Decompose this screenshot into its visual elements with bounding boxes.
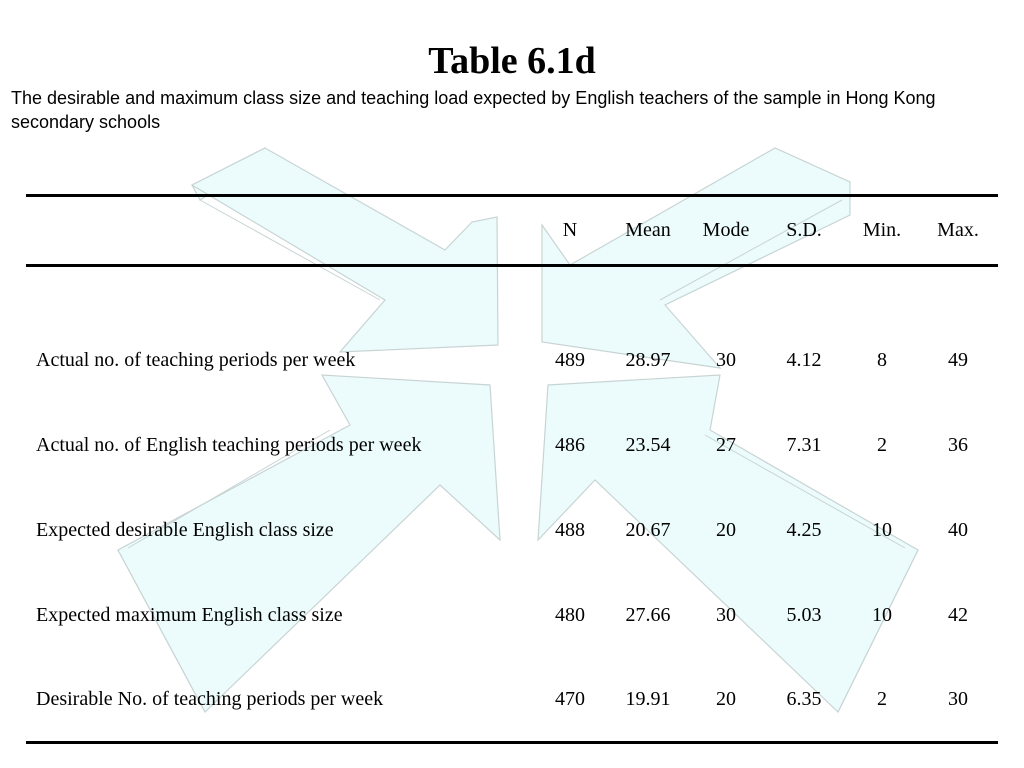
- header-mode: Mode: [690, 196, 762, 266]
- cell-n: 480: [555, 603, 585, 626]
- header-sd: S.D.: [762, 196, 846, 266]
- cell-min: 2: [877, 433, 887, 456]
- cell-mean: 19.91: [606, 658, 690, 743]
- header-n: N: [534, 196, 606, 266]
- cell-min: 8: [877, 349, 887, 372]
- cell-sd: 6.35: [762, 658, 846, 743]
- slide-title: Table 6.1d: [428, 40, 596, 82]
- cell-mean: 23.54: [625, 433, 671, 456]
- cell-max: 36: [948, 433, 968, 456]
- header-label: [26, 196, 534, 266]
- cell-mode: 20: [716, 518, 736, 541]
- cell-mode: 30: [716, 603, 736, 626]
- table-row: [26, 488, 998, 573]
- header-min: Min.: [846, 196, 918, 266]
- cell-max: 42: [948, 603, 968, 626]
- table-row: [26, 403, 998, 488]
- statistics-table: [26, 194, 998, 744]
- table-row: [26, 266, 998, 403]
- cell-min: 10: [872, 603, 892, 626]
- cell-mean: 20.67: [625, 518, 671, 541]
- cell-max: 49: [948, 349, 968, 372]
- cell-mode: 27: [716, 433, 736, 456]
- statistics-table-container: [26, 194, 998, 744]
- cell-n: 486: [555, 433, 585, 456]
- table-row: [26, 573, 998, 658]
- cell-mean: 27.66: [625, 603, 671, 626]
- header-mean: Mean: [606, 196, 690, 266]
- cell-sd: 5.03: [786, 603, 822, 626]
- row-label: Expected desirable English class size: [36, 518, 334, 541]
- header-max: Max.: [918, 196, 998, 266]
- row-label: Actual no. of English teaching periods per week: [36, 433, 422, 456]
- cell-max: 40: [948, 518, 968, 541]
- cell-min: 2: [846, 658, 918, 743]
- row-label: Actual no. of teaching periods per week: [36, 349, 356, 372]
- cell-max: 30: [918, 658, 998, 743]
- slide-subtitle: The desirable and maximum class size and teaching load expected by English teachers of the sample in Hong Kong secondary schools: [11, 88, 936, 132]
- row-label: Expected maximum English class size: [36, 603, 343, 626]
- cell-mode: 20: [690, 658, 762, 743]
- table-row: [26, 658, 998, 743]
- cell-n: 470: [534, 658, 606, 743]
- cell-min: 10: [872, 518, 892, 541]
- cell-n: 489: [555, 349, 585, 372]
- cell-mode: 30: [716, 349, 736, 372]
- cell-sd: 7.31: [786, 433, 822, 456]
- cell-mean: 28.97: [625, 349, 671, 372]
- row-label: Desirable No. of teaching periods per week: [26, 658, 534, 743]
- cell-sd: 4.25: [786, 518, 822, 541]
- cell-n: 488: [555, 518, 585, 541]
- table-header-row: [26, 196, 998, 266]
- cell-sd: 4.12: [786, 349, 822, 372]
